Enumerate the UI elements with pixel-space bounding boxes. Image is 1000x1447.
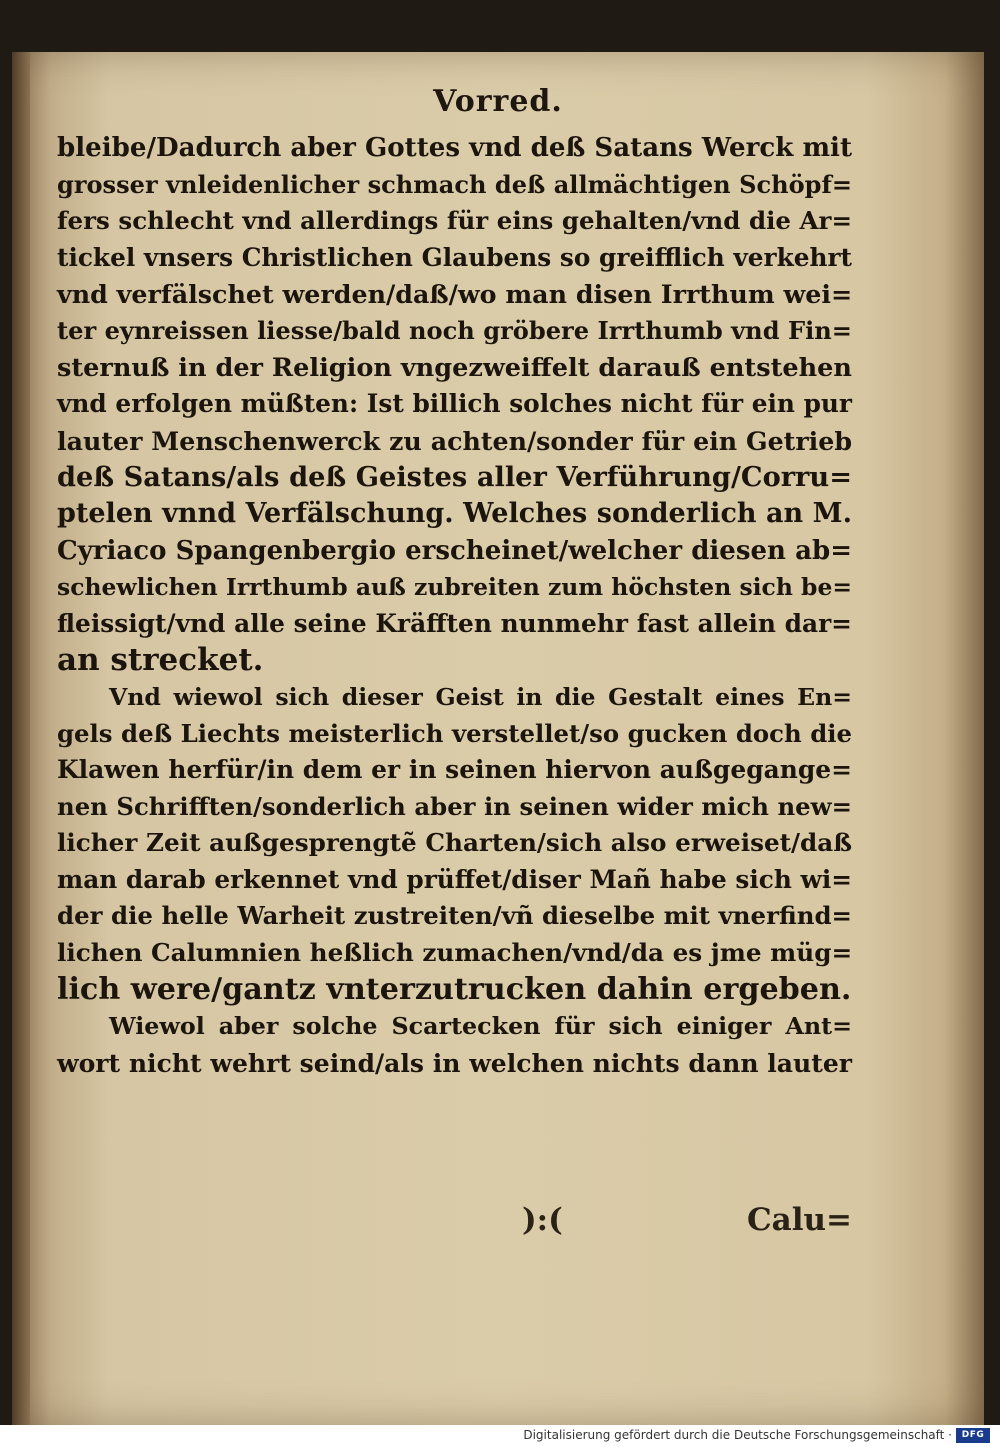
text-line: vnd erfolgen müßten: Ist billich solches nicht für ein pur <box>57 389 852 419</box>
text-line: schewlichen Irrthumb auß zubreiten zum höchsten sich be= <box>57 573 852 602</box>
text-line: wort nicht wehrt seind/als in welchen nichts dann lauter <box>57 1047 852 1078</box>
footer-bar <box>0 1425 1000 1447</box>
text-line: fleissigt/vnd alle seine Kräfften nunmehr fast allein dar= <box>57 608 852 638</box>
running-head: Vorred. <box>433 84 563 119</box>
text-line: gels deß Liechts meisterlich verstellet/so gucken doch die <box>57 718 853 748</box>
text-line: ptelen vnnd Verfälschung. Welches sonderlich an M. <box>57 497 852 529</box>
dfg-logo-icon: DFG <box>956 1428 990 1443</box>
text-line: lauter Menschenwerck zu achten/sonder für ein Getrieb <box>57 425 852 456</box>
page-gutter <box>12 52 30 1425</box>
book-page <box>12 52 984 1425</box>
body-text <box>57 130 852 1081</box>
page-foot-line <box>57 1202 852 1242</box>
text-line: sternuß in der Religion vngezweiffelt darauß entstehen <box>57 352 852 383</box>
paragraph-start-line: Wiewol aber solche Scartecken für sich einiger Ant= <box>109 1012 852 1041</box>
catchword: Calu= <box>746 1202 852 1238</box>
text-line: man darab erkennet vnd prüffet/diser Mañ habe sich wi= <box>57 864 852 894</box>
text-line: fers schlecht vnd allerdings für eins gehalten/vnd die Ar= <box>57 206 852 236</box>
text-line: ter eynreissen liesse/bald noch gröbere Irrthumb vnd Fin= <box>57 315 852 345</box>
text-line: tickel vnsers Christlichen Glaubens so greifflich verkehrt <box>57 242 852 272</box>
text-line: deß Satans/als deß Geistes aller Verführung/Corru= <box>57 461 852 494</box>
funding-credit: Digitalisierung gefördert durch die Deutsche Forschungsgemeinschaft · <box>523 1428 952 1442</box>
text-line: Cyriaco Spangenbergio erscheinet/welcher diesen ab= <box>57 535 852 566</box>
text-line: grosser vnleidenlicher schmach deß allmächtigen Schöpf= <box>57 169 852 199</box>
text-line: bleibe/Dadurch aber Gottes vnd deß Satans Werck mit <box>57 133 852 163</box>
text-line: der die helle Warheit zustreiten/vñ dieselbe mit vnerfind= <box>57 901 852 931</box>
text-line: lichen Calumnien heßlich zumachen/vnd/da es jme müg= <box>57 938 853 968</box>
text-line: licher Zeit außgesprengtẽ Charten/sich also erweiset/daß <box>57 828 852 858</box>
text-line: Klawen herfür/in dem er in seinen hiervon außgegange= <box>57 755 852 785</box>
text-line: lich were/gantz vnterzutrucken dahin ergeben. <box>57 971 852 1007</box>
signature-mark: ):( <box>522 1202 563 1238</box>
text-line: vnd verfälschet werden/daß/wo man disen Irrthum wei= <box>57 279 853 310</box>
text-line: nen Schrifften/sonderlich aber in seinen wider mich new= <box>57 791 852 821</box>
paragraph-start-line: Vnd wiewol sich dieser Geist in die Gestalt eines En= <box>109 682 852 711</box>
text-line: an strecket. <box>57 642 264 679</box>
